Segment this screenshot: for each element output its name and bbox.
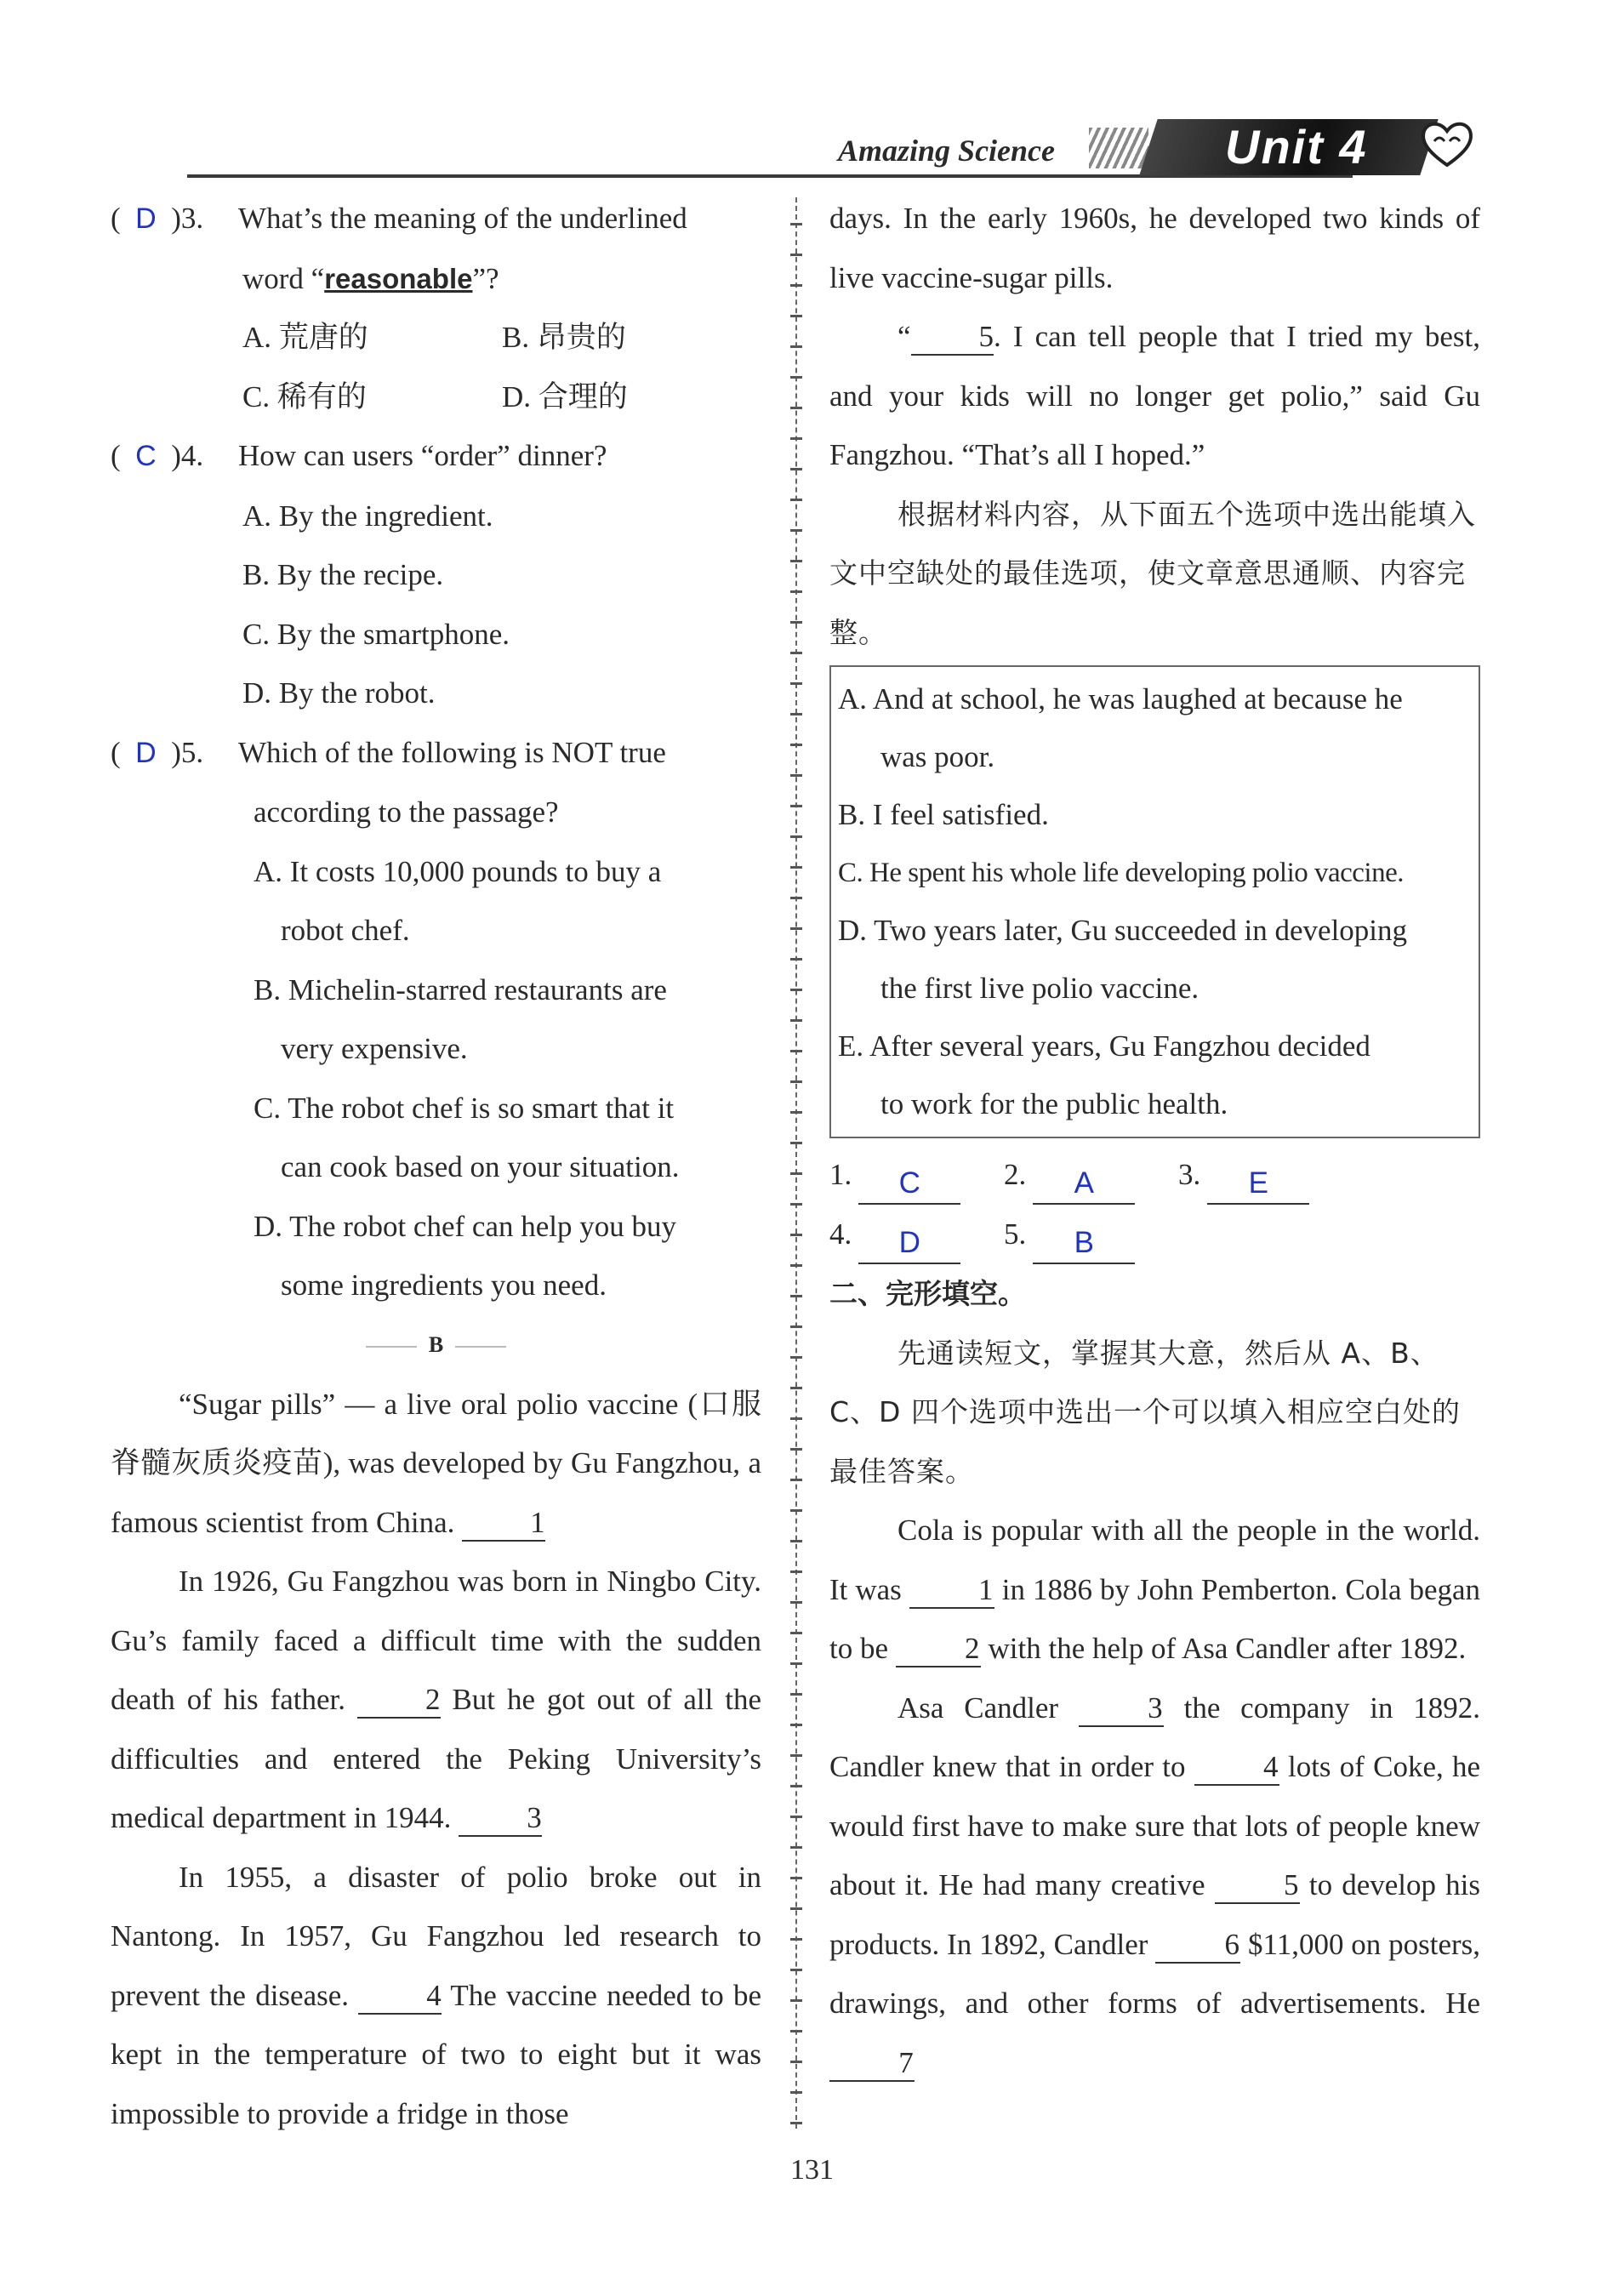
option-c: C. 稀有的 <box>242 379 367 413</box>
blank-3: 3 <box>459 1801 542 1837</box>
option-a: A. It costs 10,000 pounds to buy a <box>254 854 662 888</box>
section-2-instruction: 先通读短文，掌握其大意，然后从 A、B、C、D 四个选项中选出一个可以填入相应空白处的最佳答案。 <box>829 1336 1461 1488</box>
answer-paren: ( C )4. <box>111 439 204 472</box>
paragraph-text: Cola is popular with all the people in the world. It was <box>829 1514 1480 1606</box>
option-c-cont: can cook based on your situation. <box>281 1150 680 1183</box>
option-b: B. 昂贵的 <box>502 321 626 354</box>
question-stem: How can users “order” dinner? <box>238 439 607 472</box>
question-5 <box>111 723 761 1315</box>
option-b: B. Michelin-starred restaurants are <box>254 972 667 1006</box>
option-c: C. The robot chef is so smart that it <box>254 1091 675 1125</box>
option-d-cont: some ingredients you need. <box>281 1268 607 1302</box>
cloze-blank-7: 7 <box>829 2046 915 2082</box>
stem-text: word “ <box>242 261 325 295</box>
option-a: A. And at school, he was laughed at because he <box>838 682 1403 715</box>
answer-value: B <box>1033 1223 1135 1264</box>
answer-number: 4. <box>829 1217 852 1251</box>
underlined-word: reasonable <box>324 262 473 294</box>
answer-value: D <box>858 1223 960 1264</box>
option-b-cont: very expensive. <box>281 1032 468 1065</box>
paragraph-text: But he got out of all the difficulties and entered the Peking University’s medical department in 1944. <box>111 1683 762 1834</box>
blank-2: 2 <box>357 1683 441 1719</box>
option-d: D. By the robot. <box>242 676 436 710</box>
cloze-blank-4: 4 <box>1194 1750 1279 1786</box>
option-d: D. 合理的 <box>502 379 628 413</box>
answer-number: 5. <box>1004 1217 1027 1251</box>
heart-logo-icon <box>1419 119 1475 168</box>
section-b-label: B <box>111 1315 761 1375</box>
question-stem-cont: according to the passage? <box>254 795 559 829</box>
answer-value: C <box>858 1164 960 1205</box>
answer-item <box>1178 1145 1353 1205</box>
option-a: A. By the ingredient. <box>242 499 493 533</box>
option-e: E. After several years, Gu Fangzhou decided <box>838 1029 1370 1063</box>
answer-item <box>829 1145 1004 1205</box>
cloze-blank-5: 5 <box>1215 1868 1300 1904</box>
question-number: )3. <box>171 202 204 235</box>
passage-paragraph-2 <box>111 1552 761 1848</box>
paragraph-text: In 1955, a disaster of polio broke out in Nantong. In 1957, Gu Fangzhou led research to prevent the disease. <box>111 1860 761 2012</box>
option-d: D. The robot chef can help you buy <box>254 1209 676 1243</box>
stem-text: ”? <box>472 261 499 295</box>
cloze-blank-6: 6 <box>1155 1928 1240 1964</box>
answer-blanks <box>829 1145 1480 1264</box>
cloze-blank-1: 1 <box>909 1573 994 1609</box>
paragraph-text: the company in 1892. Candler knew that in order to <box>829 1690 1481 1783</box>
answer-number: 2. <box>1004 1158 1027 1191</box>
question-number: )4. <box>171 439 204 472</box>
blank-5: 5 <box>911 320 994 356</box>
option-b: B. I feel satisfied. <box>838 798 1049 831</box>
option-e-cont: to work for the public health. <box>880 1087 1228 1120</box>
paragraph-text: lots of Coke, he would first have to make sure that lots of people knew about it. He had many creative <box>829 1750 1481 1901</box>
answer-number: 3. <box>1178 1158 1201 1191</box>
blank-4: 4 <box>358 1979 442 2015</box>
answer-value: A <box>1033 1164 1135 1205</box>
option-d: D. Two years later, Gu succeeded in developing <box>838 914 1408 947</box>
option-c: C. He spent his whole life developing polio vaccine. <box>838 858 1405 888</box>
question-4 <box>111 426 761 723</box>
answer-mark: C <box>135 440 157 472</box>
passage-paragraph-3 <box>111 1848 761 2144</box>
paragraph-text: . I can tell people that I tried my best, and your kids will no longer get polio,” said Gu Fangzhou. “That’s all I hoped.” <box>829 320 1480 471</box>
right-column <box>829 189 1480 2092</box>
paragraph-text: In 1926, Gu Fangzhou was born in Ningbo City. Gu’s family faced a difficult time with the sudden death of his father. <box>111 1565 761 1716</box>
paragraph-text: to develop his products. In 1892, Candler <box>829 1868 1481 1961</box>
paragraph-text: in 1886 by John Pemberton. Cola began to be <box>829 1572 1481 1665</box>
paragraph-text: Asa Candler <box>897 1690 1059 1724</box>
answer-value: E <box>1207 1164 1309 1205</box>
page-number: 131 <box>790 2154 834 2186</box>
answer-item <box>1004 1205 1178 1264</box>
paragraph-text: “ <box>897 320 911 353</box>
answer-mark: D <box>135 736 157 769</box>
option-c: C. By the smartphone. <box>242 617 510 651</box>
answer-paren: ( D )5. <box>111 735 204 769</box>
header-stripe-decoration <box>1089 128 1148 168</box>
paragraph-text: $11,000 on posters, drawings, and other forms of advertisements. He <box>829 1927 1481 2020</box>
column-divider-dots <box>790 197 802 2129</box>
header-unit-label: Unit 4 <box>1225 120 1368 174</box>
option-a-cont: robot chef. <box>281 914 410 947</box>
cloze-blank-3: 3 <box>1079 1691 1164 1727</box>
option-a-cont: was poor. <box>880 740 995 773</box>
passage-paragraph-1 <box>111 1375 761 1553</box>
paragraph-text: with the help of Asa Candler after 1892. <box>988 1632 1467 1665</box>
question-number: )5. <box>171 735 204 769</box>
question-stem: What’s the meaning of the underlined <box>238 202 687 235</box>
question-3 <box>111 189 761 426</box>
question-stem: Which of the following is NOT true <box>238 735 666 769</box>
instruction-text: 根据材料内容，从下面五个选项中选出能填入文中空缺处的最佳选项，使文章意思通顺、内容完整。 <box>829 497 1476 649</box>
answer-number: 1. <box>829 1158 852 1191</box>
options-box <box>829 665 1480 1138</box>
cloze-paragraph-1 <box>829 1501 1480 1679</box>
cloze-blank-2: 2 <box>896 1632 981 1667</box>
answer-paren: ( D )3. <box>111 202 204 235</box>
left-column <box>111 189 761 2143</box>
blank-1: 1 <box>462 1506 545 1542</box>
answer-mark: D <box>135 202 157 235</box>
paragraph-text: The vaccine needed to be kept in the temperature of two to eight but it was impossible to provide a fridge in those <box>111 1978 762 2130</box>
cloze-paragraph-2 <box>829 1679 1480 2093</box>
option-d-cont: the first live polio vaccine. <box>880 972 1199 1005</box>
answer-item <box>829 1205 1004 1264</box>
section-2-title: 二、完形填空。 <box>829 1277 1026 1310</box>
option-b: B. By the recipe. <box>242 558 444 591</box>
passage-paragraph-4: days. In the early 1960s, he developed two kinds of live vaccine-sugar pills. <box>829 202 1480 294</box>
option-a: A. 荒唐的 <box>242 321 368 354</box>
passage-paragraph-5 <box>829 307 1480 485</box>
paragraph-text: “Sugar pills” — a live oral polio vaccine (口服脊髓灰质炎疫苗), was developed by Gu Fangzhou, a famous scientist from China. <box>111 1387 761 1539</box>
answer-item <box>1004 1145 1178 1205</box>
header-title: Amazing Science <box>838 134 1056 168</box>
